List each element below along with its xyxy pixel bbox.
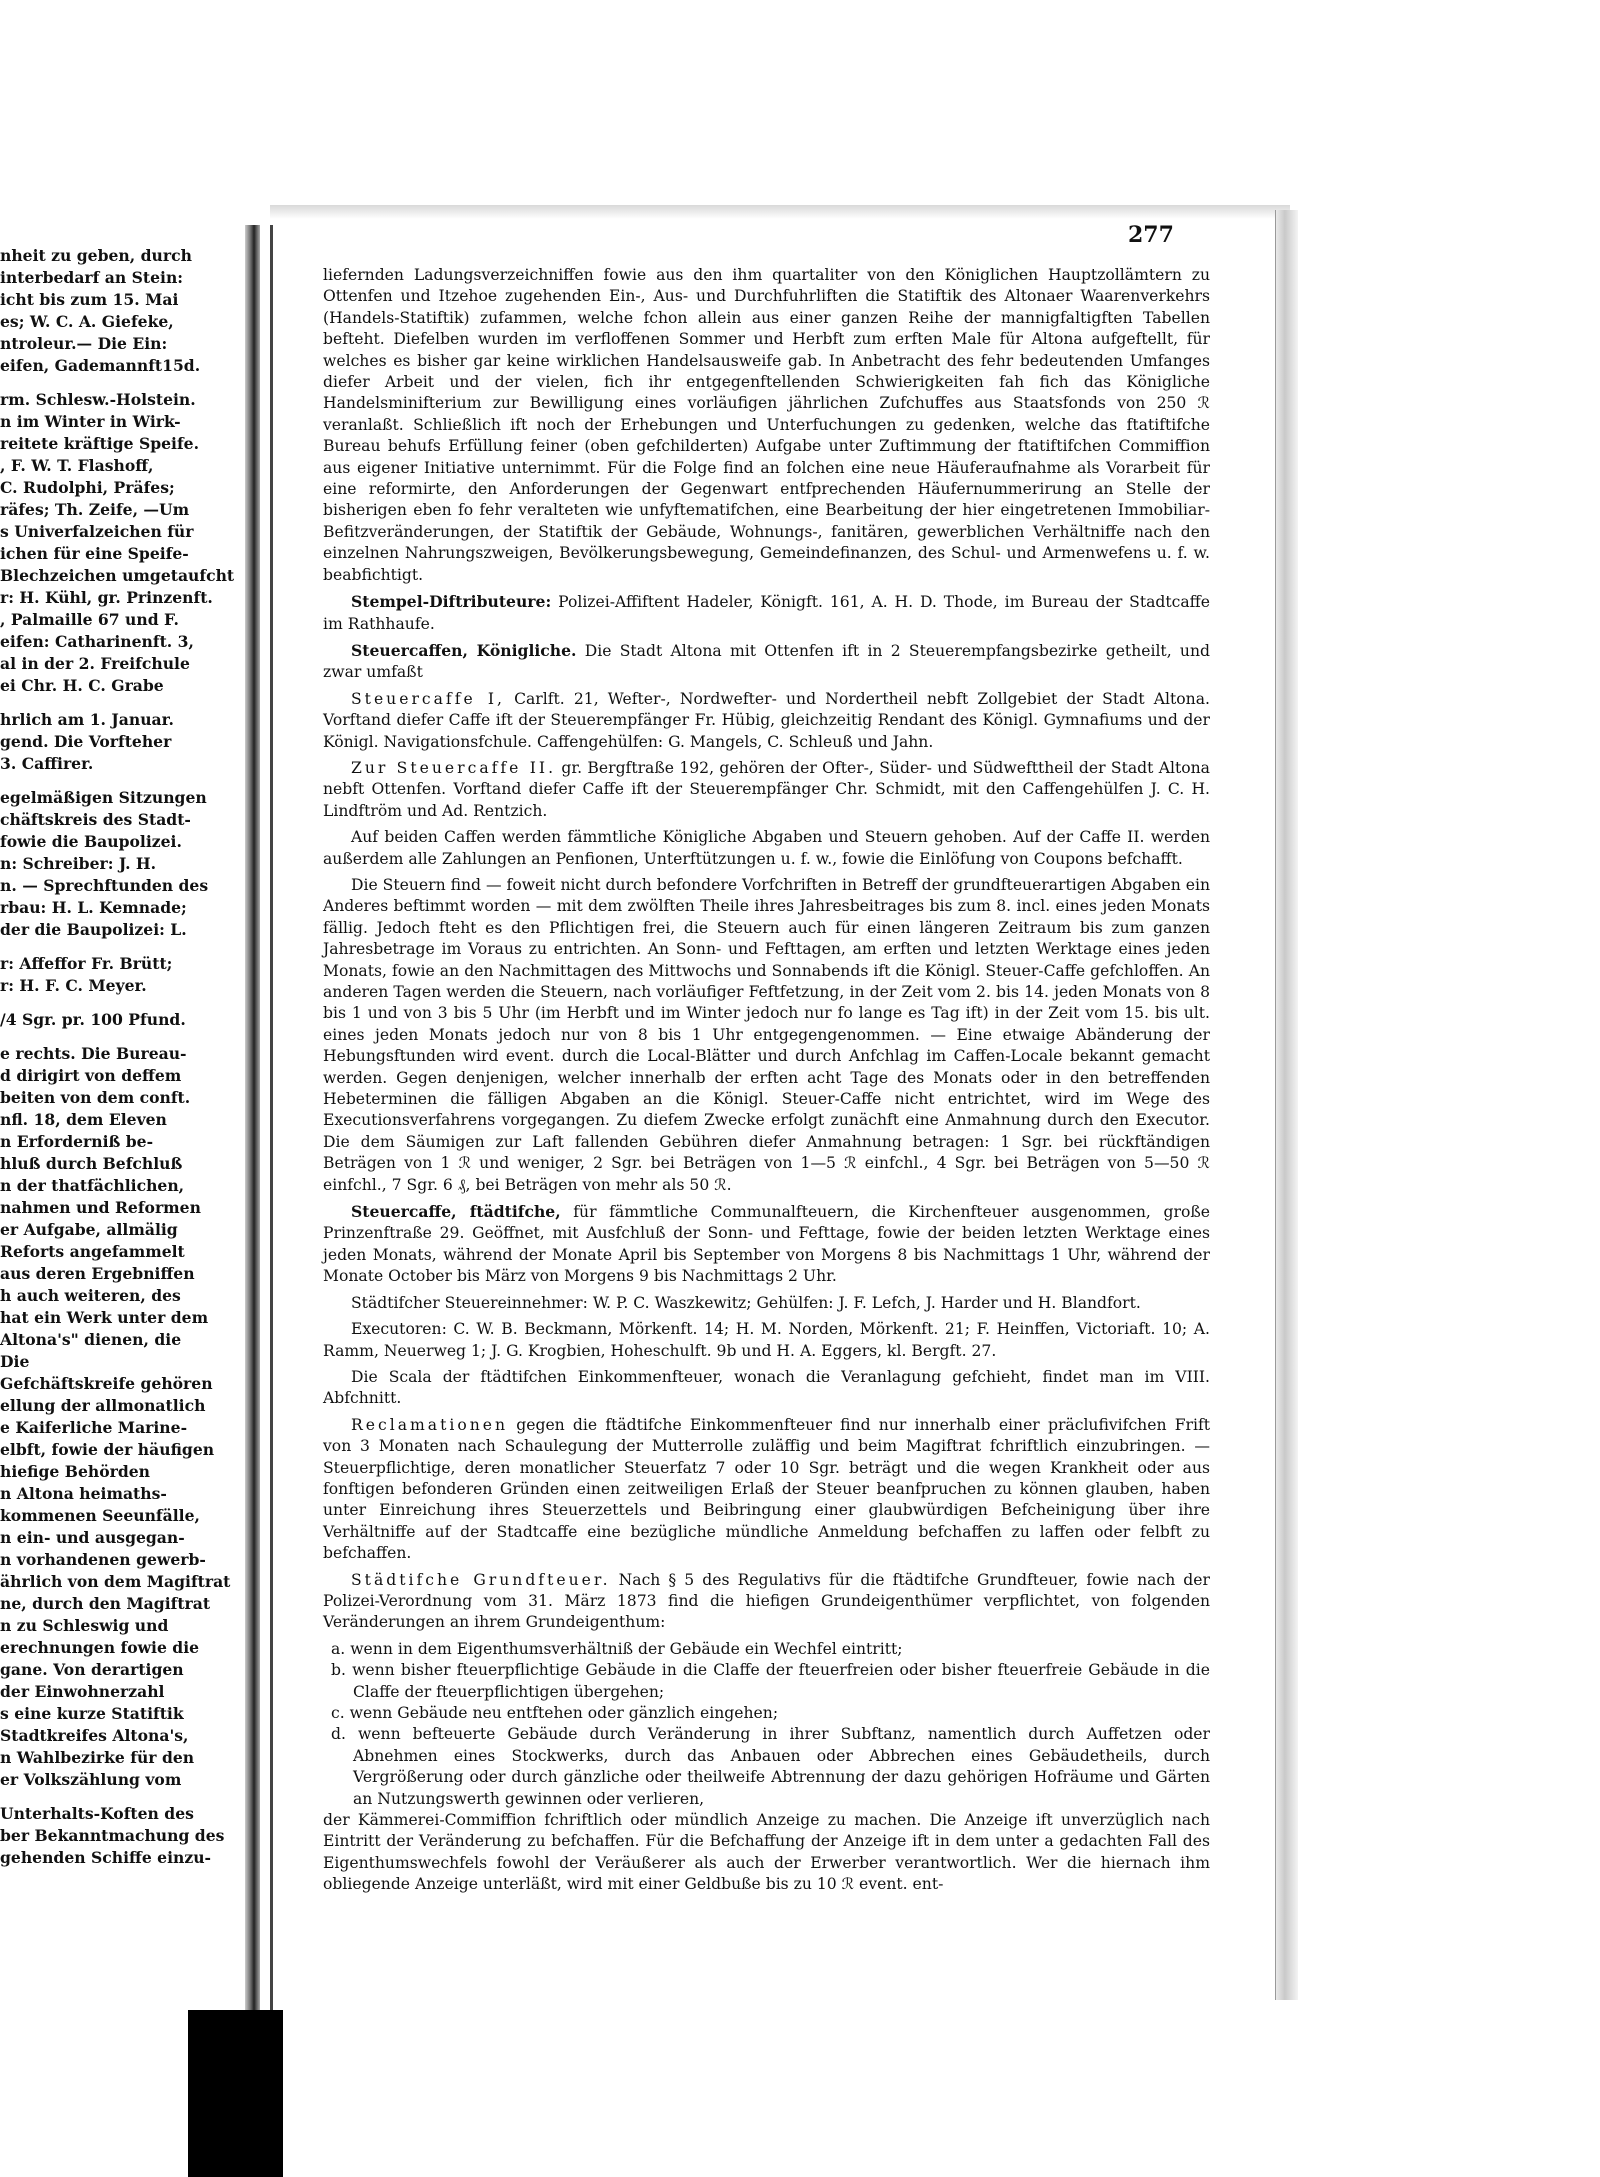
left-column-line: d dirigirt von deffem [0,1066,182,1085]
left-column-line: er Volkszählung vom [0,1770,182,1789]
left-column-line: egelmäßigen Sitzungen [0,788,207,807]
closing-paragraph: der Kämmerei-Commiffion fchriftlich oder mündlich Anzeige zu machen. Die Anzeige ift unverzüglich nach Eintritt der Veränderung zu befchaffen. Für die Befchaffung der Anzeige ift in dem unter a gedachten Fall des Eigenthumswechfels fowohl der Veräußerer als auch der Erwerber verantwortlich. Wer die hiernach ihm obliegende Anzeige unterläßt, wird mit einer Geldbuße bis zu 10 ℛ event. ent- [323,1811,1210,1894]
left-column-line: ichen für eine Speife- [0,544,189,563]
executoren-paragraph: Executoren: C. W. B. Beckmann, Mörkenft. 14; H. M. Norden, Mörkenft. 21; F. Heinffen, Victoriaft. 10; A. Ramm, Neuerweg 1; J. G. Krogbien, Hoheschulft. 9b und H. A. Eggers, kl. Bergft. 27. [323,1320,1210,1360]
steuercasse-2-label: Zur Steuercaffe II. [351,758,557,777]
left-column-line: chäftskreis des Stadt- [0,810,191,829]
left-column-line: C. Rudolphi, Präfes; [0,478,175,497]
left-column-line: r: H. F. C. Meyer. [0,976,147,995]
left-column-line: kommenen Seeunfälle, [0,1506,200,1525]
reclamationen-paragraph [323,1415,1210,1565]
left-column-line: hat ein Werk unter dem [0,1308,209,1327]
left-column-line: der Einwohnerzahl [0,1682,165,1701]
line-gap [0,775,192,787]
left-column-line: eifen, Gademannft15d. [0,356,201,375]
left-column-line: n ein- und ausgegan- [0,1528,185,1547]
left-column-line: h auch weiteren, des [0,1286,181,1305]
left-column-line: räfes; Th. Zeife, —Um [0,500,190,519]
left-column-line: e rechts. Die Bureau- [0,1044,187,1063]
left-column-line: Reforts angefammelt [0,1242,185,1261]
left-column-line: hiefige Behörden [0,1462,150,1481]
steuercasse-1-text: Carlft. 21, Wefter-, Nordwefter- und Nordertheil nebft Zollgebiet der Stadt Altona. Vorftand diefer Caffe ift der Steuerempfänger Fr. Hübig, gleichzeitig Rendant des Königl. Gymnafiums und der Königl. Navigationsfchule. Caffengehülfen: G. Mangels, C. Schleuß und Jahn. [323,689,1210,751]
beide-cassen-paragraph: Auf beiden Caffen werden fämmtliche Königliche Abgaben und Steuern gehoben. Auf der Caffe II. werden außerdem alle Zahlungen an Penfionen, Unterftützungen u. f. w., fowie die Einlöfung von Coupons befchafft. [323,828,1210,868]
left-column-line: ne, durch den Magiftrat [0,1594,211,1613]
left-column-line: n im Winter in Wirk- [0,412,181,431]
line-gap [0,997,192,1009]
intro-paragraph: liefernden Ladungsverzeichniffen fowie aus den ihm quartaliter von den Königlichen Hauptzollämtern zu Ottenfen und Itzehoe zugehenden Ein-, Aus- und Durchfuhrliften die Statiftik des Altonaer Waarenverkehrs (Handels-Statiftik) zufammen, welche fchon allein aus einer ganzen Reihe der mannigfaltigften Tabellen befteht. Diefelben wurden im verfloffenen Sommer und Herbft zum erften Male für Altona aufgeftellt, für welches es bisher gar keine wirklichen Handelsausweife gab. In Anbetracht des fehr bedeutenden Umfanges diefer Arbeit und der vielen, fich ihr entgegenftellenden Schwierigkeiten fah fich das Königliche Handelsminifterium zur Bewilligung eines vorläufigen jährlichen Zufchuffes aus Staatsfonds von 250 ℛ veranlaßt. Schließlich ift noch der Erhebungen und Unterfuchungen zu gedenken, welche das ftatiftifche Bureau behufs Erfüllung feiner (oben gefchilderten) Aufgabe unter Zuftimmung der ftatiftifchen Commiffion aus eigener Initiative unternimmt. Für die Folge find an folchen eine neue Häuferaufnahme als Vorarbeit für eine reformirte, den Anforderungen der Gegenwart entfprechenden Häufernummerirung an Stelle der bisherigen eben fo fehr veralteten wie unfyftematifchen, eine Bearbeitung der hier eingetretenen Immobiliar-Befitzveränderungen, der Statiftik der Gebäude, Wohnungs-, fanitären, gewerblichen Verhältniffe nach den einzelnen Nahrungszweigen, Bevölkerungsbewegung, Gemeindefinanzen, des Schul- und Armenwefens u. f. w. beabfichtigt. [323,266,1210,584]
left-column-line: elbft, fowie der häufigen [0,1440,215,1459]
reclamationen-text: gegen die ftädtifche Einkommenfteuer find nur innerhalb einer präclufivifchen Frift von 3 Monaten nach Schaulegung der Mutterrolle zuläffig und beim Magiftrat fchriftlich einzubringen. — Steuerpflichtige, deren monatlicher Steuerfatz 7 oder 10 Sgr. beträgt und die wegen Krankheit oder aus fonftigen befonderen Gründen einen zeitweiligen Erlaß der Steuer beanfpruchen zu können glauben, haben unter Einreichung ihres Steuerzettels und Beibringung einer glaubwürdigen Befcheinigung über ihre Verhältniffe auf der Stadtcaffe eine bezügliche mündliche Anmeldung befchaffen zu laffen oder felbft zu befchaffen. [323,1415,1210,1563]
stempel-heading: Stempel-Diftributeure: [351,592,552,612]
steuercasse-staedtische-text: für fämmtliche Communalfteuern, die Kirchenfteuer ausgenommen, große Prinzenftraße 29. Geöffnet, mit Ausfchluß der Sonn- und Fefttage, fowie der beiden letzten Werktage eines jeden Monats, während der Monate April bis September von Morgens 8 bis Nachmittags 1 Uhr, während der Monate October bis März von Morgens 9 bis Nachmittags 2 Uhr. [323,1203,1210,1286]
left-column-line: , Palmaille 67 und F. [0,610,179,629]
left-column-line: n vorhandenen gewerb- [0,1550,206,1569]
steuercassen-koenigliche-intro: Die Stadt Altona mit Ottenfen ift in 2 Steuerempfangsbezirke getheilt, und zwar umfaßt [323,641,1210,682]
left-column-line: der die Baupolizei: L. [0,920,187,939]
left-column-line: hluß durch Befchluß [0,1154,183,1173]
grundsteuer-text: Nach § 5 des Regulativs für die ftädtifche Grundfteuer, fowie nach der Polizei-Verordnung vom 31. März 1873 find die hiefigen Grundeigenthümer verpflichtet, von folgenden Veränderungen an ihrem Grundeigenthum: [323,1570,1210,1632]
list-item: b. wenn bisher fteuerpflichtige Gebäude in die Claffe der fteuerfreien oder bisher fteuerfreie Gebäude in die Claffe der fteuerpflichtigen übergehen; [331,1661,1210,1701]
list-item: c. wenn Gebäude neu entftehen oder gänzlich eingehen; [331,1704,779,1722]
left-column-line: n Erforderniß be- [0,1132,154,1151]
left-column-line: Stadtkreifes Altona's, [0,1726,189,1745]
steuercasse-1-label: Steuercaffe I, [351,689,505,708]
left-column-line: s eine kurze Statiftik [0,1704,184,1723]
left-column-line: n. — Sprechftunden des [0,876,209,895]
left-column-line: interbedarf an Stein: [0,268,184,287]
left-column-line: ährlich von dem Magiftrat [0,1572,231,1591]
left-column-line: gehenden Schiffe einzu- [0,1848,212,1867]
line-gap [0,697,192,709]
left-column-line: Gefchäftskreife gehören [0,1374,213,1393]
list-item: a. wenn in dem Eigenthumsverhältniß der Gebäude ein Wechfel eintritt; [331,1639,903,1658]
steuercasse-staedtische-section [323,1201,1210,1288]
left-column-line: nahmen und Reformen [0,1198,201,1217]
stempel-text: Polizei-Affiftent Hadeler, Königft. 161, A. H. D. Thode, im Bureau der Stadtcaffe im Rathhaufe. [323,593,1210,633]
binding-strip [188,2010,283,2177]
left-column-line: Blechzeichen umgetaufcht [0,566,235,585]
left-column-line: , F. W. T. Flashoff, [0,456,154,475]
grundsteuer-paragraph [323,1570,1210,1634]
left-column-line: /4 Sgr. pr. 100 Pfund. [0,1010,186,1029]
left-column-line: nfl. 18, dem Eleven [0,1110,167,1129]
left-column-line: ellung der allmonatlich [0,1396,206,1415]
left-column-line: rbau: H. L. Kemnade; [0,898,187,917]
left-column-line: Unterhalts-Koften des [0,1804,194,1823]
main-page-text [323,265,1210,1901]
left-column-line: hrlich am 1. Januar. [0,710,174,729]
left-column-line: n der thatfächlichen, [0,1176,185,1195]
steuercassen-koenigliche-section [323,640,1210,684]
left-column-line: icht bis zum 15. Mai [0,290,179,309]
left-column-line: al in der 2. Freifchule [0,654,190,673]
left-column-line: nheit zu geben, durch [0,246,192,265]
left-column-line: ber Bekanntmachung des [0,1826,225,1845]
left-column-line: n Wahlbezirke für den [0,1748,195,1767]
left-column-line: Die [0,1352,30,1371]
line-gap [0,941,192,953]
left-column-line: gend. Die Vorfteher [0,732,172,751]
page-number: 277 [1128,222,1174,248]
scala-paragraph: Die Scala der ftädtifchen Einkommenfteuer, wonach die Veranlagung gefchieht, findet man im VIII. Abfchnitt. [323,1367,1210,1408]
left-column-line: fowie die Baupolizei. [0,832,182,851]
left-column-line: erechnungen fowie die [0,1638,200,1657]
left-column-line: es; W. C. A. Giefeke, [0,312,174,331]
left-column-line: r: H. Kühl, gr. Prinzenft. [0,588,213,607]
steuercasse-1-paragraph [323,689,1210,753]
left-column-line: e Kaiferliche Marine- [0,1418,188,1437]
left-column-line: rm. Schlesw.-Holstein. [0,390,196,409]
left-column-line: n Altona heimaths- [0,1484,167,1503]
line-gap [0,377,192,389]
line-gap [0,1031,192,1043]
page-top-edge [270,205,1290,219]
stempel-section [323,591,1210,635]
left-column-line: n: Schreiber: J. H. [0,854,157,873]
left-column-line: Altona's" dienen, die [0,1330,182,1349]
left-column-line: gane. Von derartigen [0,1660,184,1679]
page-right-edge [1275,210,1298,2000]
steuercasse-2-text: gr. Bergftraße 192, gehören der Ofter-, Süder- und Südwefttheil der Stadt Altona nebft Ottenfen. Vorftand diefer Caffe ift der Steuerempfänger Chr. Schmidt, mit den Caffengehülfen J. C. H. Lindftröm und Ad. Rentzich. [323,758,1210,820]
left-column-line: ntroleur.— Die Ein: [0,334,168,353]
list-item: d. wenn befteuerte Gebäude durch Veränderung in ihrer Subftanz, namentlich durch Auffetzen oder Abnehmen eines Stockwerks, durch das Anbauen oder Abbrechen eines Gebäudetheils, durch Vergrößerung oder durch gänzliche oder theilweife Abtrennung der dazu gehörigen Hofräume und Gärten an Nutzungswerth gewinnen oder verlieren, [331,1725,1210,1808]
left-column-line: n zu Schleswig und [0,1616,169,1635]
steuereinnehmer-paragraph: Städtifcher Steuereinnehmer: W. P. C. Waszkewitz; Gehülfen: J. F. Lefch, J. Harder und H. Blandfort. [351,1293,1141,1312]
left-column-line: eifen: Catharinenft. 3, [0,632,194,651]
steuern-faelligkeit-paragraph: Die Steuern find — foweit nicht durch befondere Vorfchriften in Betreff der grundfteuerartigen Abgaben ein Anderes beftimmt worden — mit dem zwölften Theile ihres Jahresbeitrages bis zum 8. incl. eines jeden Monats fällig. Jedoch fteht es den Pflichtigen frei, die Steuern auch für einen längeren Zeitraum bis zum ganzen Jahresbetrage im Voraus zu entrichten. An Sonn- und Fefttagen, am erften und letzten Werktage eines jeden Monats, fowie an den Nachmittagen des Mittwochs und Sonnabends ift die Königl. Steuer-Caffe gefchloffen. An anderen Tagen werden die Steuern, nach vorläufiger Feftfetzung, in der Zeit vom 2. bis 14. jeden Monats von 8 bis 1 und von 3 bis 5 Uhr (im Herbft und im Winter jedoch nur fo lange es Tag ift) in der Zeit vom 15. bis ult. eines jeden Monats jedoch nur von 8 bis 1 Uhr entgegengenommen. — Eine etwaige Abänderung der Hebungsftunden wird event. durch die Local-Blätter und durch Anfchlag im Caffen-Locale bekannt gemacht werden. Gegen denjenigen, welcher innerhalb der erften acht Tage des Monats oder in den betreffenden Hebeterminen die fälligen Abgaben an die Königl. Steuer-Caffe nicht entrichtet, wird im Wege des Executionsverfahrens vorgegangen. Zu diefem Zwecke erfolgt zunächft eine Anmahnung durch den Executor. Die dem Säumigen zur Laft fallenden Gebühren diefer Anmahnung betragen: 1 Sgr. bei rückftändigen Beträgen von 1 ℛ und weniger, 2 Sgr. bei Beträgen von 1—5 ℛ einfchl., 4 Sgr. bei Beträgen von 5—50 ℛ einfchl., 7 Sgr. 6 ₰, bei Beträgen von mehr als 50 ℛ. [323,875,1210,1194]
left-column-line: reitete kräftige Speife. [0,434,200,453]
left-column-line: aus deren Ergebniffen [0,1264,195,1283]
left-column-line: r: Affeffor Fr. Brütt; [0,954,173,973]
left-column-line: 3. Caffirer. [0,754,94,773]
grundsteuer-label: Städtifche Grundfteuer. [351,1570,611,1589]
left-page-column-fragment [0,245,235,1869]
steuercasse-staedtische-heading: Steuercaffe, ftädtifche, [351,1202,561,1222]
steuercasse-2-paragraph [323,758,1210,822]
left-column-line: ei Chr. H. C. Grabe [0,676,164,695]
steuercassen-koenigliche-heading: Steuercaffen, Königliche. [351,640,577,660]
left-column-line: beiten von dem conft. [0,1088,191,1107]
line-gap [0,1791,192,1803]
left-column-line: er Aufgabe, allmälig [0,1220,178,1239]
reclamationen-label: Reclamationen [351,1415,509,1434]
left-column-line: s Univerfalzeichen für [0,522,194,541]
book-binding-fold [245,225,260,2025]
gutter-line [270,225,273,2025]
